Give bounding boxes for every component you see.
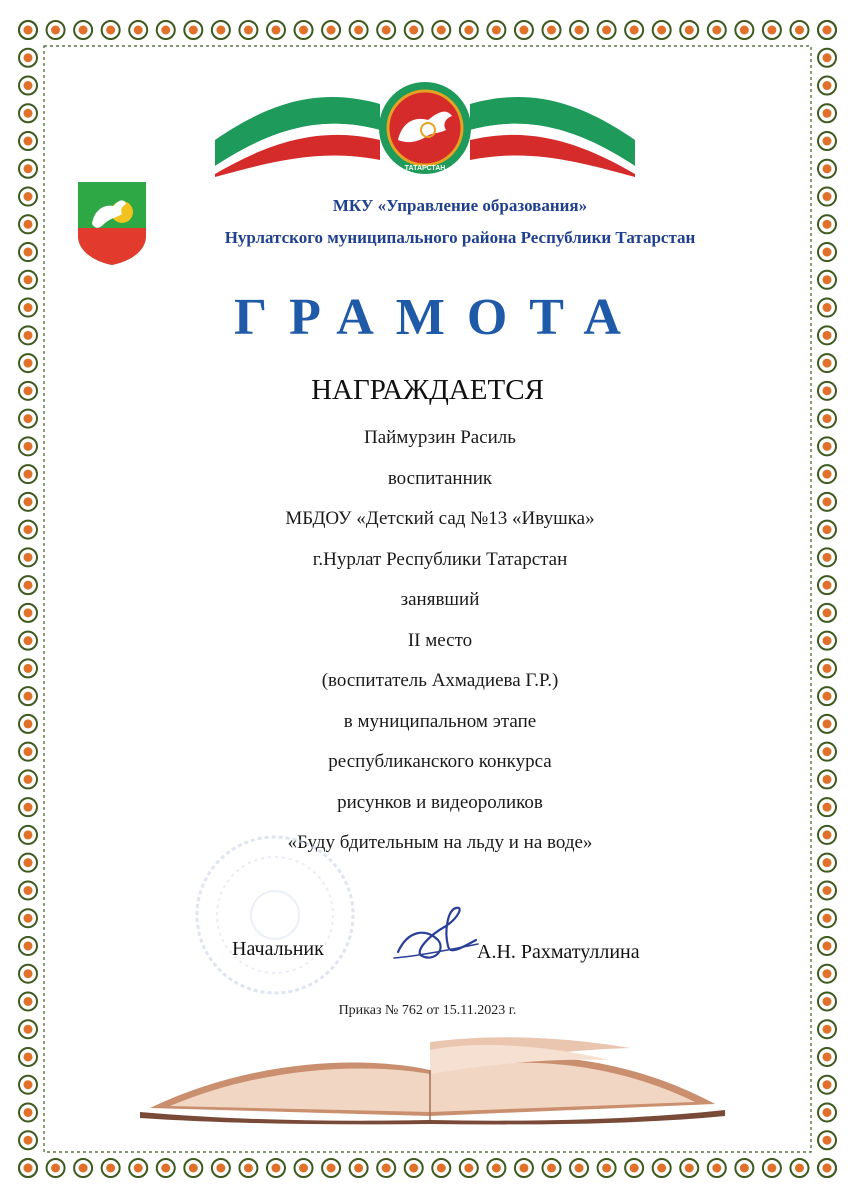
border-ornament — [818, 743, 836, 761]
border-ornament — [818, 604, 836, 622]
tatarstan-coat-of-arms-icon — [210, 82, 640, 177]
border-ornament — [19, 160, 37, 178]
border-ornament — [818, 1076, 836, 1094]
border-ornament — [818, 465, 836, 483]
border-ornament — [460, 21, 478, 39]
border-ornament — [19, 1048, 37, 1066]
border-ornament — [19, 49, 37, 67]
border-ornament — [625, 21, 643, 39]
border-ornament — [19, 687, 37, 705]
border-ornament — [818, 826, 836, 844]
border-ornament — [19, 1131, 37, 1149]
border-ornament — [735, 1159, 753, 1177]
nurlat-district-coat-of-arms-icon — [76, 180, 148, 266]
border-ornament — [19, 1159, 37, 1177]
border-ornament — [19, 437, 37, 455]
border-ornament — [129, 21, 147, 39]
border-ornament — [19, 659, 37, 677]
border-ornament — [818, 687, 836, 705]
border-ornament — [19, 493, 37, 511]
border-ornament — [19, 909, 37, 927]
award-line: рисунков и видеороликов — [337, 791, 543, 813]
border-ornament — [19, 465, 37, 483]
awarded-heading: НАГРАЖДАЕТСЯ — [311, 374, 544, 406]
border-ornament — [818, 437, 836, 455]
border-ornament — [818, 632, 836, 650]
border-ornament — [763, 21, 781, 39]
handwritten-signature-icon — [388, 900, 483, 970]
border-ornament — [432, 21, 450, 39]
border-ornament — [818, 1103, 836, 1121]
border-ornament — [818, 798, 836, 816]
border-ornament — [818, 410, 836, 428]
border-ornament — [157, 21, 175, 39]
faded-stamp-icon — [190, 830, 360, 1000]
signatory-position: Начальник — [232, 938, 324, 960]
border-ornament — [542, 21, 560, 39]
border-ornament — [680, 1159, 698, 1177]
border-ornament — [47, 1159, 65, 1177]
award-line: занявший — [400, 589, 480, 610]
signatory-name: А.Н. Рахматуллина — [477, 941, 640, 963]
border-ornament — [818, 548, 836, 566]
border-ornament — [818, 493, 836, 511]
border-ornament — [377, 21, 395, 39]
border-ornament — [708, 21, 726, 39]
border-ornament — [818, 881, 836, 899]
border-ornament — [19, 632, 37, 650]
award-line: МБДОУ «Детский сад №13 «Ивушка» — [285, 508, 595, 529]
border-ornament — [625, 1159, 643, 1177]
border-ornament — [74, 21, 92, 39]
award-line: республиканского конкурса — [328, 751, 552, 772]
border-ornament — [239, 1159, 257, 1177]
award-line: воспитанник — [387, 467, 493, 489]
border-ornament — [19, 965, 37, 983]
border-ornament — [708, 1159, 726, 1177]
border-ornament — [818, 215, 836, 233]
border-ornament — [19, 521, 37, 539]
border-ornament — [818, 132, 836, 150]
border-ornament — [818, 854, 836, 872]
border-ornament — [790, 21, 808, 39]
border-ornament — [19, 854, 37, 872]
border-ornament — [19, 77, 37, 95]
border-ornament — [19, 132, 37, 150]
border-ornament — [19, 188, 37, 206]
border-ornament — [818, 49, 836, 67]
emblem-label: ТАТАРСТАН — [404, 165, 446, 172]
border-ornament — [19, 826, 37, 844]
border-ornament — [19, 937, 37, 955]
border-ornament — [818, 521, 836, 539]
border-ornament — [267, 1159, 285, 1177]
border-ornament — [818, 659, 836, 677]
border-ornament — [19, 104, 37, 122]
border-ornament — [818, 188, 836, 206]
border-ornament — [19, 881, 37, 899]
border-ornament — [19, 576, 37, 594]
border-ornament — [19, 798, 37, 816]
border-ornament — [818, 1048, 836, 1066]
organization-line-2: Нурлатского муниципального района Республики Татарстан — [224, 228, 696, 247]
border-ornament — [460, 1159, 478, 1177]
border-ornament — [19, 410, 37, 428]
border-ornament — [47, 21, 65, 39]
border-ornament — [19, 548, 37, 566]
border-ornament — [212, 1159, 230, 1177]
border-ornament — [405, 21, 423, 39]
border-ornament — [19, 770, 37, 788]
award-line: Паймурзин Расиль — [364, 427, 516, 448]
open-book-icon — [130, 1030, 730, 1125]
border-ornament — [350, 21, 368, 39]
border-ornament — [818, 1131, 836, 1149]
border-ornament — [818, 576, 836, 594]
border-ornament — [295, 1159, 313, 1177]
border-ornament — [763, 1159, 781, 1177]
document-title: ГРАМОТА — [234, 289, 643, 346]
border-ornament — [19, 215, 37, 233]
border-ornament — [19, 243, 37, 261]
border-ornament — [598, 21, 616, 39]
border-ornament — [19, 604, 37, 622]
border-ornament — [102, 21, 120, 39]
border-ornament — [818, 104, 836, 122]
border-ornament — [267, 21, 285, 39]
border-ornament — [157, 1159, 175, 1177]
border-ornament — [377, 1159, 395, 1177]
border-ornament — [102, 1159, 120, 1177]
border-ornament — [19, 1020, 37, 1038]
border-ornament — [405, 1159, 423, 1177]
organization-line-1: МКУ «Управление образования» — [332, 196, 588, 215]
border-ornament — [129, 1159, 147, 1177]
award-line: в муниципальном этапе — [343, 710, 537, 732]
border-ornament — [515, 1159, 533, 1177]
border-ornament — [818, 909, 836, 927]
border-ornament — [570, 21, 588, 39]
border-ornament — [818, 1020, 836, 1038]
border-ornament — [322, 1159, 340, 1177]
border-ornament — [19, 1076, 37, 1094]
border-ornament — [350, 1159, 368, 1177]
border-ornament — [542, 1159, 560, 1177]
border-ornament — [818, 271, 836, 289]
border-ornament — [790, 1159, 808, 1177]
border-ornament — [735, 21, 753, 39]
border-ornament — [818, 937, 836, 955]
border-ornament — [818, 715, 836, 733]
border-ornament — [818, 160, 836, 178]
border-ornament — [239, 21, 257, 39]
border-ornament — [487, 1159, 505, 1177]
border-ornament — [432, 1159, 450, 1177]
border-ornament — [653, 21, 671, 39]
border-ornament — [19, 271, 37, 289]
border-ornament — [19, 1103, 37, 1121]
border-ornament — [598, 1159, 616, 1177]
border-ornament — [818, 1159, 836, 1177]
border-ornament — [19, 354, 37, 372]
border-ornament — [212, 21, 230, 39]
border-ornament — [818, 770, 836, 788]
border-ornament — [818, 77, 836, 95]
border-ornament — [653, 1159, 671, 1177]
border-ornament — [74, 1159, 92, 1177]
award-line: «Буду бдительным на льду и на воде» — [287, 832, 593, 853]
award-line: II место — [407, 629, 473, 651]
award-line: г.Нурлат Республики Татарстан — [312, 548, 568, 570]
border-ornament — [19, 21, 37, 39]
border-ornament — [515, 21, 533, 39]
border-ornament — [19, 743, 37, 761]
award-line: (воспитатель Ахмадиева Г.Р.) — [321, 670, 559, 691]
order-reference: Приказ № 762 от 15.11.2023 г. — [338, 1003, 517, 1018]
award-text — [140, 425, 740, 871]
border-ornament — [570, 1159, 588, 1177]
border-ornament — [19, 715, 37, 733]
border-ornament — [322, 21, 340, 39]
border-ornament — [295, 21, 313, 39]
border-ornament — [184, 1159, 202, 1177]
border-ornament — [818, 243, 836, 261]
border-ornament — [818, 354, 836, 372]
border-ornament — [184, 21, 202, 39]
border-ornament — [818, 21, 836, 39]
border-ornament — [487, 21, 505, 39]
border-ornament — [818, 965, 836, 983]
border-ornament — [680, 21, 698, 39]
